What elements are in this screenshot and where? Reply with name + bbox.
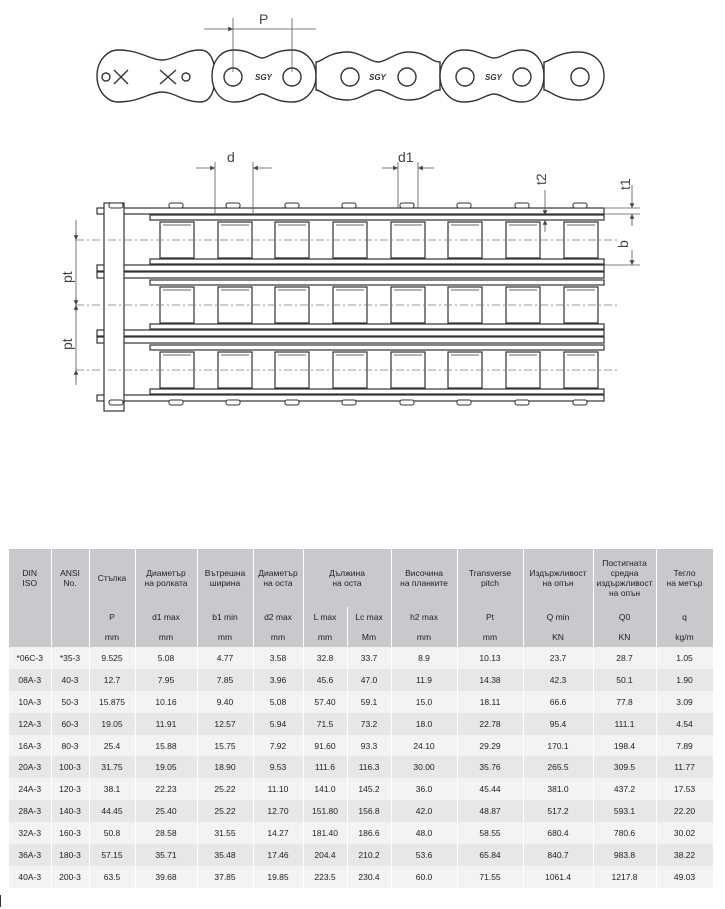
table-cell: 48.87 [457, 800, 523, 822]
table-cell: *35-3 [51, 647, 89, 669]
column-symbol [9, 607, 51, 627]
table-cell: 95.4 [523, 713, 593, 735]
column-symbol: d1 max [135, 607, 197, 627]
table-cell: 66.6 [523, 691, 593, 713]
table-cell: 5.94 [253, 713, 303, 735]
table-cell: 42.0 [391, 800, 457, 822]
table-cell: 1.05 [656, 647, 713, 669]
table-cell: 3.09 [656, 691, 713, 713]
table-cell: 3.96 [253, 669, 303, 691]
column-header: ANSI No. [51, 549, 89, 607]
table-cell: 60.0 [391, 866, 457, 888]
table-cell: 77.8 [593, 691, 656, 713]
table-cell: 50.8 [89, 822, 135, 844]
table-cell: 160-3 [51, 822, 89, 844]
table-header-units [9, 627, 713, 647]
table-cell: 19.05 [135, 756, 197, 778]
table-cell: 40-3 [51, 669, 89, 691]
table-cell: 28.7 [593, 647, 656, 669]
table-cell: 181.40 [303, 822, 347, 844]
table-cell: 50-3 [51, 691, 89, 713]
table-cell: 180-3 [51, 844, 89, 866]
table-cell: 309.5 [593, 756, 656, 778]
table-cell: 35.76 [457, 756, 523, 778]
table-cell: 10A-3 [9, 691, 51, 713]
table-cell: 223.5 [303, 866, 347, 888]
pin-head [169, 400, 183, 405]
table-cell: 140-3 [51, 800, 89, 822]
column-unit: mm [253, 627, 303, 647]
table-cell: 16A-3 [9, 735, 51, 757]
column-unit: Mm [347, 627, 391, 647]
table-cell: 50.1 [593, 669, 656, 691]
table-cell: 63.5 [89, 866, 135, 888]
column-header: Стъпка [89, 549, 135, 607]
table-cell: 9.525 [89, 647, 135, 669]
table-cell: 145.2 [347, 778, 391, 800]
column-symbol: h2 max [391, 607, 457, 627]
table-cell: 116.3 [347, 756, 391, 778]
table-cell: 36A-3 [9, 844, 51, 866]
table-cell: 4.77 [197, 647, 253, 669]
column-unit: mm [135, 627, 197, 647]
table-cell: 17.46 [253, 844, 303, 866]
table-cell: 8.9 [391, 647, 457, 669]
column-unit [9, 627, 51, 647]
table-cell: 111.1 [593, 713, 656, 735]
table-cell: 33.7 [347, 647, 391, 669]
table-cell: 44.45 [89, 800, 135, 822]
table-cell: 5.08 [253, 691, 303, 713]
table-cell: 37.85 [197, 866, 253, 888]
table-cell: 7.95 [135, 669, 197, 691]
table-cell: 93.3 [347, 735, 391, 757]
roller-diameter-label: d [227, 149, 235, 165]
column-symbol: d2 max [253, 607, 303, 627]
table-cell: 230.4 [347, 866, 391, 888]
table-cell: 39.68 [135, 866, 197, 888]
table-cell: 25.4 [89, 735, 135, 757]
pin-head [457, 400, 471, 405]
table-cell: 151.80 [303, 800, 347, 822]
table-cell: 53.6 [391, 844, 457, 866]
table-cell: 9.40 [197, 691, 253, 713]
column-unit: mm [457, 627, 523, 647]
table-row [9, 866, 713, 888]
column-unit: mm [89, 627, 135, 647]
table-cell: 517.2 [523, 800, 593, 822]
pin-diameter-label: d1 [398, 149, 414, 165]
table-cell: 3.58 [253, 647, 303, 669]
table-row [9, 735, 713, 757]
chain-side-view [97, 50, 604, 102]
table-cell: 40A-3 [9, 866, 51, 888]
table-cell: 22.23 [135, 778, 197, 800]
column-symbol [51, 607, 89, 627]
pin-head [226, 203, 240, 208]
column-symbol: q [656, 607, 713, 627]
column-header: Издържливост на опън [523, 549, 593, 607]
table-cell: 11.10 [253, 778, 303, 800]
table-cell: 18.0 [391, 713, 457, 735]
table-cell: 28.58 [135, 822, 197, 844]
table-cell: 19.85 [253, 866, 303, 888]
table-cell: 30.00 [391, 756, 457, 778]
table-cell: 58.55 [457, 822, 523, 844]
plate-logo-3: SGY [485, 73, 502, 82]
table-row [9, 756, 713, 778]
table-cell: 65.84 [457, 844, 523, 866]
table-cell: 10.16 [135, 691, 197, 713]
pin-head [285, 203, 299, 208]
pin-head [515, 400, 529, 405]
table-row [9, 713, 713, 735]
table-cell: 198.4 [593, 735, 656, 757]
pin-head [457, 203, 471, 208]
table-cell: 49.03 [656, 866, 713, 888]
table-cell: 14.38 [457, 669, 523, 691]
pin-head [169, 203, 183, 208]
table-cell: 12.7 [89, 669, 135, 691]
table-cell: 15.875 [89, 691, 135, 713]
table-cell: 35.48 [197, 844, 253, 866]
column-symbol: Lc max [347, 607, 391, 627]
table-cell: 42.3 [523, 669, 593, 691]
column-unit: mm [303, 627, 347, 647]
table-cell: 100-3 [51, 756, 89, 778]
table-cell: 14.27 [253, 822, 303, 844]
table-cell: 20A-3 [9, 756, 51, 778]
pin-head [400, 400, 414, 405]
table-row [9, 844, 713, 866]
table-cell: 71.5 [303, 713, 347, 735]
column-unit [51, 627, 89, 647]
table-cell: 11.9 [391, 669, 457, 691]
table-cell: 10.13 [457, 647, 523, 669]
table-cell: 45.6 [303, 669, 347, 691]
table-cell: 156.8 [347, 800, 391, 822]
table-cell: 22.20 [656, 800, 713, 822]
table-cell: 680.4 [523, 822, 593, 844]
table-cell: 9.53 [253, 756, 303, 778]
column-header: Диаметър на ролката [135, 549, 197, 607]
table-cell: 210.2 [347, 844, 391, 866]
chain-specification-table [9, 549, 714, 888]
table-row [9, 800, 713, 822]
pin-head [573, 203, 587, 208]
table-row [9, 822, 713, 844]
pitch-label: P [259, 11, 269, 27]
column-symbol: b1 min [197, 607, 253, 627]
table-cell: 73.2 [347, 713, 391, 735]
column-symbol: Q min [523, 607, 593, 627]
table-cell: 18.90 [197, 756, 253, 778]
column-unit: kg/m [656, 627, 713, 647]
pin-head [342, 203, 356, 208]
column-unit: mm [391, 627, 457, 647]
column-header: Височина на планките [391, 549, 457, 607]
table-cell: 1217.8 [593, 866, 656, 888]
table-cell: 11.91 [135, 713, 197, 735]
table-cell: 91.60 [303, 735, 347, 757]
table-cell: 30.02 [656, 822, 713, 844]
table-cell: 840.7 [523, 844, 593, 866]
table-cell: 57.40 [303, 691, 347, 713]
table-cell: 38.1 [89, 778, 135, 800]
roller-array [109, 203, 598, 405]
table-cell: 186.6 [347, 822, 391, 844]
table-cell: 60-3 [51, 713, 89, 735]
table-cell: 12.57 [197, 713, 253, 735]
table-cell: 15.88 [135, 735, 197, 757]
table-cell: 48.0 [391, 822, 457, 844]
table-cell: 265.5 [523, 756, 593, 778]
table-cell: 24.10 [391, 735, 457, 757]
table-cell: 36.0 [391, 778, 457, 800]
table-cell: 80-3 [51, 735, 89, 757]
table-cell: 1.90 [656, 669, 713, 691]
table-cell: 7.85 [197, 669, 253, 691]
table-cell: 29.29 [457, 735, 523, 757]
table-cell: 111.6 [303, 756, 347, 778]
pin-head [573, 400, 587, 405]
table-cell: 12A-3 [9, 713, 51, 735]
table-cell: 204.4 [303, 844, 347, 866]
table-cell: 170.1 [523, 735, 593, 757]
table-cell: 47.0 [347, 669, 391, 691]
table-cell: 35.71 [135, 844, 197, 866]
table-cell: 24A-3 [9, 778, 51, 800]
table-cell: 19.05 [89, 713, 135, 735]
table-cell: 200-3 [51, 866, 89, 888]
column-symbol: P [89, 607, 135, 627]
column-unit: mm [197, 627, 253, 647]
column-header: Тегло на метър [656, 549, 713, 607]
table-cell: 08A-3 [9, 669, 51, 691]
table-cell: 25.22 [197, 800, 253, 822]
table-cell: 7.92 [253, 735, 303, 757]
table-cell: 57.15 [89, 844, 135, 866]
table-row [9, 647, 713, 669]
table-cell: 18.11 [457, 691, 523, 713]
pt-label-1: pt [59, 271, 75, 283]
pin-head [515, 203, 529, 208]
table-cell: 381.0 [523, 778, 593, 800]
column-header: Вътрешна ширина [197, 549, 253, 607]
table-cell: 7.89 [656, 735, 713, 757]
pin-head [285, 400, 299, 405]
table-cell: 983.8 [593, 844, 656, 866]
column-unit: KN [523, 627, 593, 647]
table-cell: 23.7 [523, 647, 593, 669]
column-symbol: L max [303, 607, 347, 627]
table-cell: 28A-3 [9, 800, 51, 822]
pt-label-2: pt [59, 338, 75, 350]
table-cell: 1061.4 [523, 866, 593, 888]
column-header: Дължина на оста [303, 549, 391, 607]
table-cell: 25.22 [197, 778, 253, 800]
pin-head [400, 203, 414, 208]
table-cell: 45.44 [457, 778, 523, 800]
table-cell: 15.0 [391, 691, 457, 713]
pin-diameter-dimension [382, 162, 434, 208]
column-header: Диаметър на оста [253, 549, 303, 607]
table-cell: 31.75 [89, 756, 135, 778]
table-body [9, 647, 713, 888]
table-cell: 5.08 [135, 647, 197, 669]
table-cell: 437.2 [593, 778, 656, 800]
table-row [9, 691, 713, 713]
column-header: Transverse pitch [457, 549, 523, 607]
table-cell: 4.54 [656, 713, 713, 735]
table-cell: 71.55 [457, 866, 523, 888]
plate-logo-2: SGY [369, 73, 386, 82]
b-label: b [615, 240, 631, 248]
table-cell: 31.55 [197, 822, 253, 844]
table-row [9, 778, 713, 800]
table-cell: 15.75 [197, 735, 253, 757]
table-cell: 25.40 [135, 800, 197, 822]
column-unit: KN [593, 627, 656, 647]
pin-head [109, 203, 123, 208]
table-cell: 38.22 [656, 844, 713, 866]
t1-label: t1 [617, 178, 633, 190]
pin-head [342, 400, 356, 405]
table-header-names [9, 549, 713, 607]
table-cell: 32A-3 [9, 822, 51, 844]
table-header-symbols [9, 607, 713, 627]
pin-head [109, 400, 123, 405]
table-row [9, 669, 713, 691]
connecting-link-plate [97, 50, 215, 102]
table-cell: 780.6 [593, 822, 656, 844]
table-cell: 141.0 [303, 778, 347, 800]
table-cell: 22.78 [457, 713, 523, 735]
table-cell: 17.53 [656, 778, 713, 800]
table-cell: 12.70 [253, 800, 303, 822]
column-symbol: Q0 [593, 607, 656, 627]
table-cell: 32.8 [303, 647, 347, 669]
plate-logo-1: SGY [255, 73, 272, 82]
table-cell: 593.1 [593, 800, 656, 822]
table-cell: 11.77 [656, 756, 713, 778]
pin-head [226, 400, 240, 405]
column-header: Постигната средна издържливост на опън [593, 549, 656, 607]
column-symbol: Pt [457, 607, 523, 627]
column-header: DIN ISO [9, 549, 51, 607]
table-cell: 120-3 [51, 778, 89, 800]
page-edge-mark [0, 895, 6, 907]
table-cell: *06C-3 [9, 647, 51, 669]
t2-label: t2 [533, 173, 549, 185]
table-cell: 59.1 [347, 691, 391, 713]
